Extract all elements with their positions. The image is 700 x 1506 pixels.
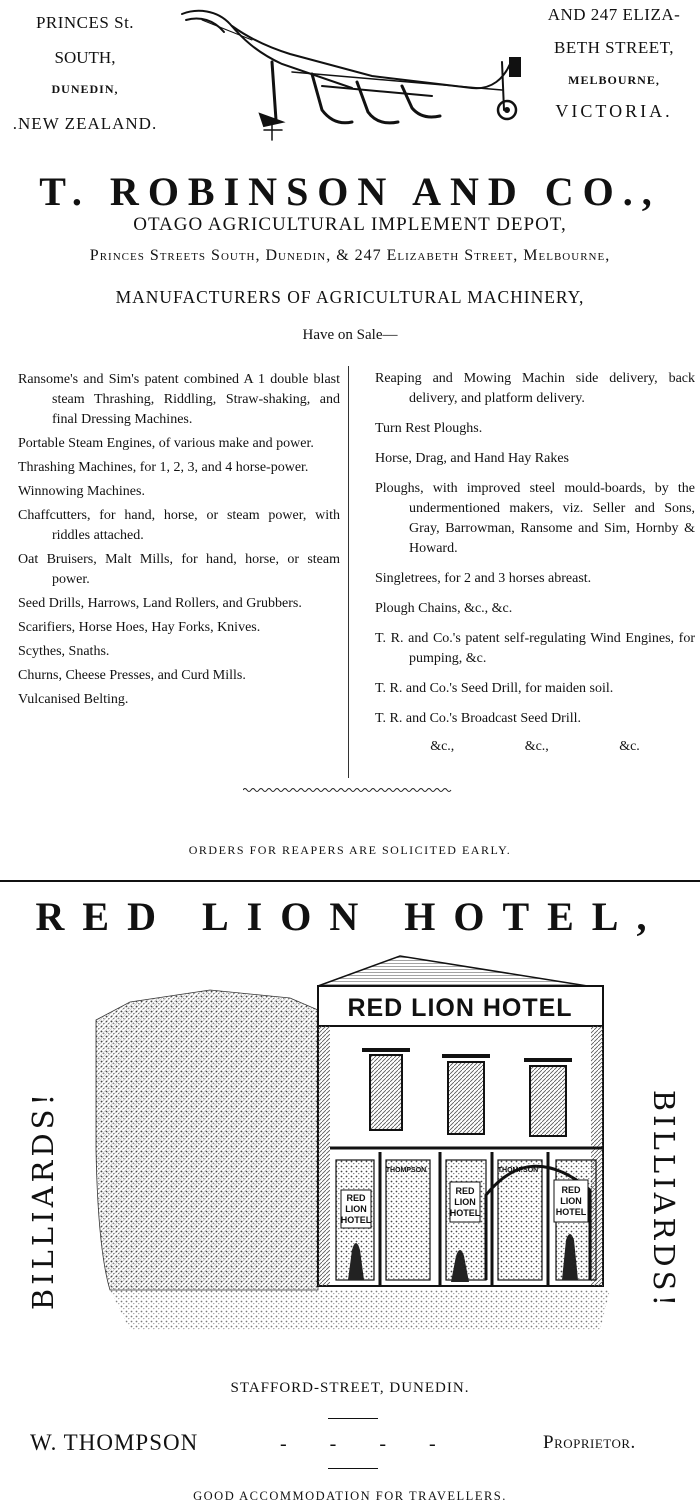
on-sale-line: Have on Sale—	[302, 327, 398, 343]
list-item: Oat Bruisers, Malt Mills, for hand, horse, or steam power.	[18, 552, 340, 587]
depot-line: OTAGO AGRICULTURAL IMPLEMENT DEPOT,	[133, 214, 567, 235]
proprietor-label: Proprietor.	[543, 1432, 636, 1453]
list-item: Vulcanised Belting.	[18, 692, 129, 707]
left-address-line: DUNEDIN,	[51, 82, 119, 96]
list-item: T. R. and Co.'s patent self-regulating Wind Engines, for pumping, &c.	[375, 631, 695, 666]
manufacturers-line: MANUFACTURERS OF AGRICULTURAL MACHINERY,	[115, 287, 585, 307]
left-items-column	[18, 370, 340, 714]
proprietor-name: W. THOMPSON	[30, 1430, 199, 1455]
left-address-line: PRINCES St.	[35, 13, 135, 32]
etc-item: &c.	[619, 739, 640, 754]
right-address-line: BETH STREET,	[554, 38, 674, 57]
window-sign-line: RED	[455, 1186, 475, 1196]
window-sign-line: RED	[561, 1185, 581, 1195]
accommodation-note: GOOD ACCOMMODATION FOR TRAVELLERS.	[193, 1489, 507, 1503]
list-item: Ploughs, with improved steel mould-boards, by the undermentioned makers, viz. Seller and Sons, Gray, Barrowman, Ransome and Sim, Hornby & Howard.	[375, 481, 695, 556]
left-address	[5, 14, 165, 132]
leader-dashes: - - - -	[280, 1433, 436, 1455]
right-address-line: MELBOURNE,	[568, 73, 660, 87]
list-item: Scythes, Snaths.	[18, 644, 110, 659]
left-address-line: SOUTH,	[54, 48, 116, 67]
list-item: Seed Drills, Harrows, Land Rollers, and Grubbers.	[18, 596, 302, 611]
etc-row	[375, 737, 695, 757]
thompson-lettering: THOMPSON	[497, 1167, 539, 1174]
window-sign-line: HOTEL	[340, 1215, 372, 1225]
right-address	[528, 6, 700, 120]
etc-item: &c.,	[430, 739, 455, 754]
window-sign-line: LION	[454, 1197, 476, 1207]
hotel-sign-text: RED LION HOTEL	[347, 994, 573, 1022]
company-name: T. ROBINSON AND CO.,	[39, 169, 661, 214]
list-item: Singletrees, for 2 and 3 horses abreast.	[375, 571, 592, 586]
left-address-line: .NEW ZEALAND.	[12, 114, 158, 133]
hotel-title: RED LION HOTEL,	[35, 894, 665, 939]
list-item: T. R. and Co.'s Seed Drill, for maiden soil.	[375, 681, 614, 696]
short-rule	[328, 1468, 378, 1469]
wavy-rule	[243, 786, 455, 794]
window-sign-line: RED	[346, 1193, 366, 1203]
short-rule	[328, 1418, 378, 1419]
right-address-line: AND 247 ELIZA-	[547, 5, 681, 24]
right-address-line: VICTORIA.	[555, 101, 673, 121]
list-item: Reaping and Mowing Machin side delivery, back delivery, and platform delivery.	[375, 371, 695, 406]
window-sign-line: HOTEL	[555, 1207, 587, 1217]
list-item: Scarifiers, Horse Hoes, Hay Forks, Knives.	[18, 620, 261, 635]
list-item: Chaffcutters, for hand, horse, or steam power, with riddles attached.	[18, 508, 340, 543]
orders-note: ORDERS FOR REAPERS ARE SOLICITED EARLY.	[188, 843, 512, 857]
window-sign-line: HOTEL	[449, 1208, 481, 1218]
hotel-address: STAFFORD-STREET, DUNEDIN.	[230, 1380, 470, 1396]
list-item: Winnowing Machines.	[18, 484, 145, 499]
column-divider	[348, 366, 349, 778]
window-sign-line: LION	[345, 1204, 367, 1214]
list-item: Plough Chains, &c., &c.	[375, 601, 513, 616]
window-sign-line: LION	[560, 1196, 582, 1206]
hotel-engraving	[90, 950, 620, 1350]
list-item: T. R. and Co.'s Broadcast Seed Drill.	[375, 711, 582, 726]
list-item: Thrashing Machines, for 1, 2, 3, and 4 horse-power.	[18, 460, 309, 475]
streets-line: Princes Streets South, Dunedin, & 247 Elizabeth Street, Melbourne,	[89, 247, 611, 264]
thompson-lettering: THOMPSON	[385, 1167, 427, 1174]
billiards-left: BILLIARDS!	[26, 1089, 60, 1311]
billiards-right: BILLIARDS!	[647, 1089, 681, 1311]
right-items-column	[375, 369, 695, 757]
plough-icon	[172, 2, 532, 142]
list-item: Turn Rest Ploughs.	[375, 421, 483, 436]
list-item: Horse, Drag, and Hand Hay Rakes	[375, 451, 569, 466]
list-item: Portable Steam Engines, of various make and power.	[18, 436, 314, 451]
list-item: Ransome's and Sim's patent combined A 1 double blast steam Thrashing, Riddling, Straw-shaking, and final Dressing Machines.	[18, 372, 340, 427]
etc-item: &c.,	[524, 739, 549, 754]
section-divider	[0, 880, 700, 882]
list-item: Churns, Cheese Presses, and Curd Mills.	[18, 668, 246, 683]
